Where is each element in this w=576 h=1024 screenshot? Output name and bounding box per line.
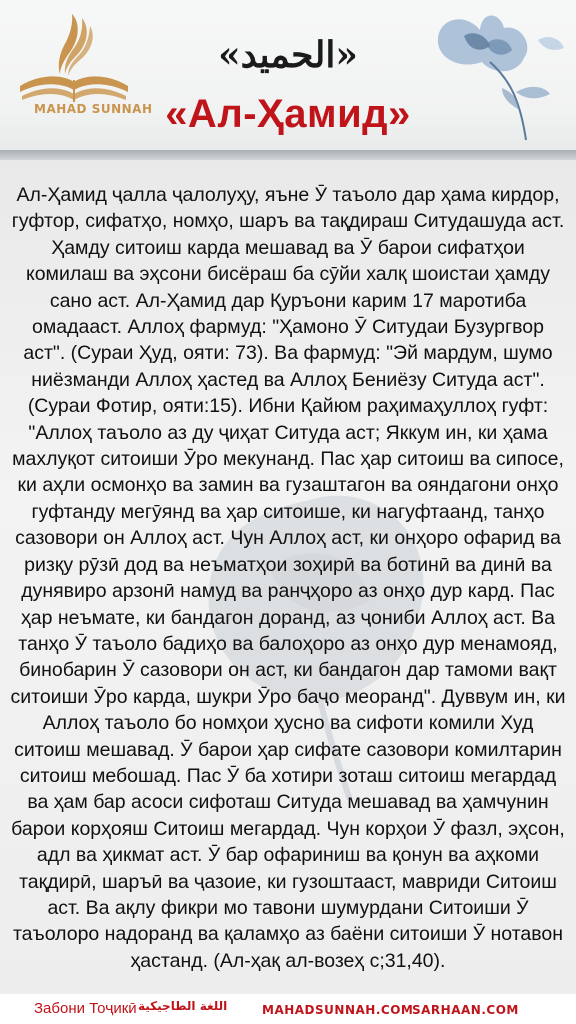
body-paragraph: Ал-Ҳамид ҷалла ҷалолуҳу, яъне Ӯ таъоло дар ҳама кирдор, гуфтор, сифатҳо, номҳо, шаръ ва тақдираш Ситудашуда аст. Ҳамду ситоиш карда мешавад ва Ӯ барои сифатҳои комилаш ва эҳсони бисёраш ба сӯйи халқ шоистаи ҳамду сано аст. Ал-Ҳамид дар Қуръони карим 17 маротиба омадааст. Аллоҳ фармуд: "Ҳамоно Ӯ Ситудаи Бузургвор аст". (Сураи Ҳуд, ояти: 73). Ва фармуд: "Эй мардум, шумо ниёзманди Аллоҳ ҳастед ва Аллоҳ Бениёзу Ситуда аст". (Сураи Фотир, ояти:15). Ибни Қайюм раҳимаҳуллоҳ гуфт: "Аллоҳ таъоло аз ду ҷиҳат Ситуда аст; Яккум ин, ки ҳама махлуқот ситоиши Ӯро мекунанд. Пас ҳар ситоиш ва сипосе, ки аҳли осмонҳо ва замин ва гузаштагон ва ояндагони онҳо гуфтанду мегӯянд ва ҳар ситоише, ки нагуфтаанд, танҳо сазовори он Аллоҳ аст. Чун Аллоҳ аст, ки онҳоро офарид ва ризқу рӯзӣ дод ва неъматҳои зоҳирӣ ва ботинӣ ва динӣ ва дунявиро арзонӣ намуд ва ранҷҳоро аз онҳо дур кард. Пас ҳар неъмате, ки бандагон доранд, аз ҷониби Аллоҳ аст. Ва танҳо Ӯ таъоло бадиҳо ва балоҳоро аз онҳо дур менамояд, бинобарин Ӯ сазовори он аст, ки бандагон дар тамоми вақт ситоиши Ӯро карда, шукри Ӯро баҷо меоранд". Дуввум ин, ки Аллоҳ таъоло бо номҳои ҳусно ва сифоти комили Худ ситоиш мешавад. Ӯ барои ҳар сифате сазовори комилтарин ситоиш мебошад. Пас Ӯ ба хотири зоташ ситоиш мегардад ва ҳам бар асоси сифоташ Ситуда мешавад ва ҳамчунин барои корҳояш Ситоиш мегардад. Чун корҳои Ӯ фазл, эҳсон, адл ва ҳикмат аст. Ӯ бар офариниш ва қонун ва аҳкоми тақдирӣ, шаръӣ ва ҷазоие, ки гузоштааст, мавриди Ситоиш аст. Ва ақлу фикри мо тавони шумурдани Ситоиши Ӯ таъолоро надоранд ва қаламҳо аз баёни ситоиши Ӯ нотавон ҳастанд. (Ал-ҳақ ал-возеҳ с;31,40). <box>10 184 566 972</box>
logo-text: MAHAD SUNNAH <box>34 102 153 116</box>
site-link-sarhaan[interactable]: SARHAAN.COM <box>412 1003 519 1017</box>
language-label: Забони Тоҷикӣ <box>34 1000 137 1017</box>
site-link-mahadsunnah[interactable]: MAHADSUNNAH.COM <box>262 1003 414 1017</box>
language-label-arabic: اللغة الطاجيكية <box>138 999 228 1013</box>
header <box>0 0 576 160</box>
page-title: «Ал-Ҳамид» <box>165 92 411 136</box>
content-area <box>0 160 576 992</box>
watercolor-flower-icon <box>420 0 576 150</box>
footer <box>0 994 576 1024</box>
arabic-title: «الحميد» <box>218 34 358 76</box>
